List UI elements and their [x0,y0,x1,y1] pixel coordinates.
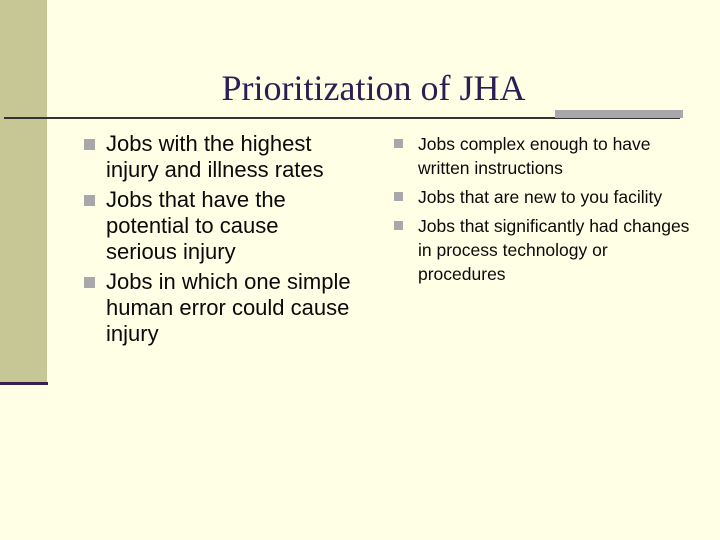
bullet-text: Jobs that have the potential to cause serious injury [106,187,286,264]
list-item [394,132,694,180]
bullet-text: Jobs in which one simple human error could cause injury [106,269,351,346]
list-item [394,214,694,286]
bullet-text: Jobs that are new to you facility [418,187,663,207]
square-bullet-icon [394,221,403,230]
square-bullet-icon [394,139,403,148]
title-divider-accent [555,110,683,118]
right-bullet-list [394,132,694,291]
left-accent-bar [0,0,47,383]
square-bullet-icon [84,139,95,150]
bullet-text: Jobs complex enough to have written instructions [418,134,651,178]
list-item [84,131,354,183]
list-item [84,187,354,265]
square-bullet-icon [84,195,95,206]
square-bullet-icon [394,192,403,201]
bullet-text: Jobs that significantly had changes in process technology or procedures [418,216,690,284]
list-item [84,269,354,347]
list-item [394,185,694,209]
left-bullet-list [84,131,354,351]
square-bullet-icon [84,277,95,288]
left-accent-underline [0,382,48,385]
bullet-text: Jobs with the highest injury and illness rates [106,131,324,182]
slide-title: Prioritization of JHA [221,68,526,108]
